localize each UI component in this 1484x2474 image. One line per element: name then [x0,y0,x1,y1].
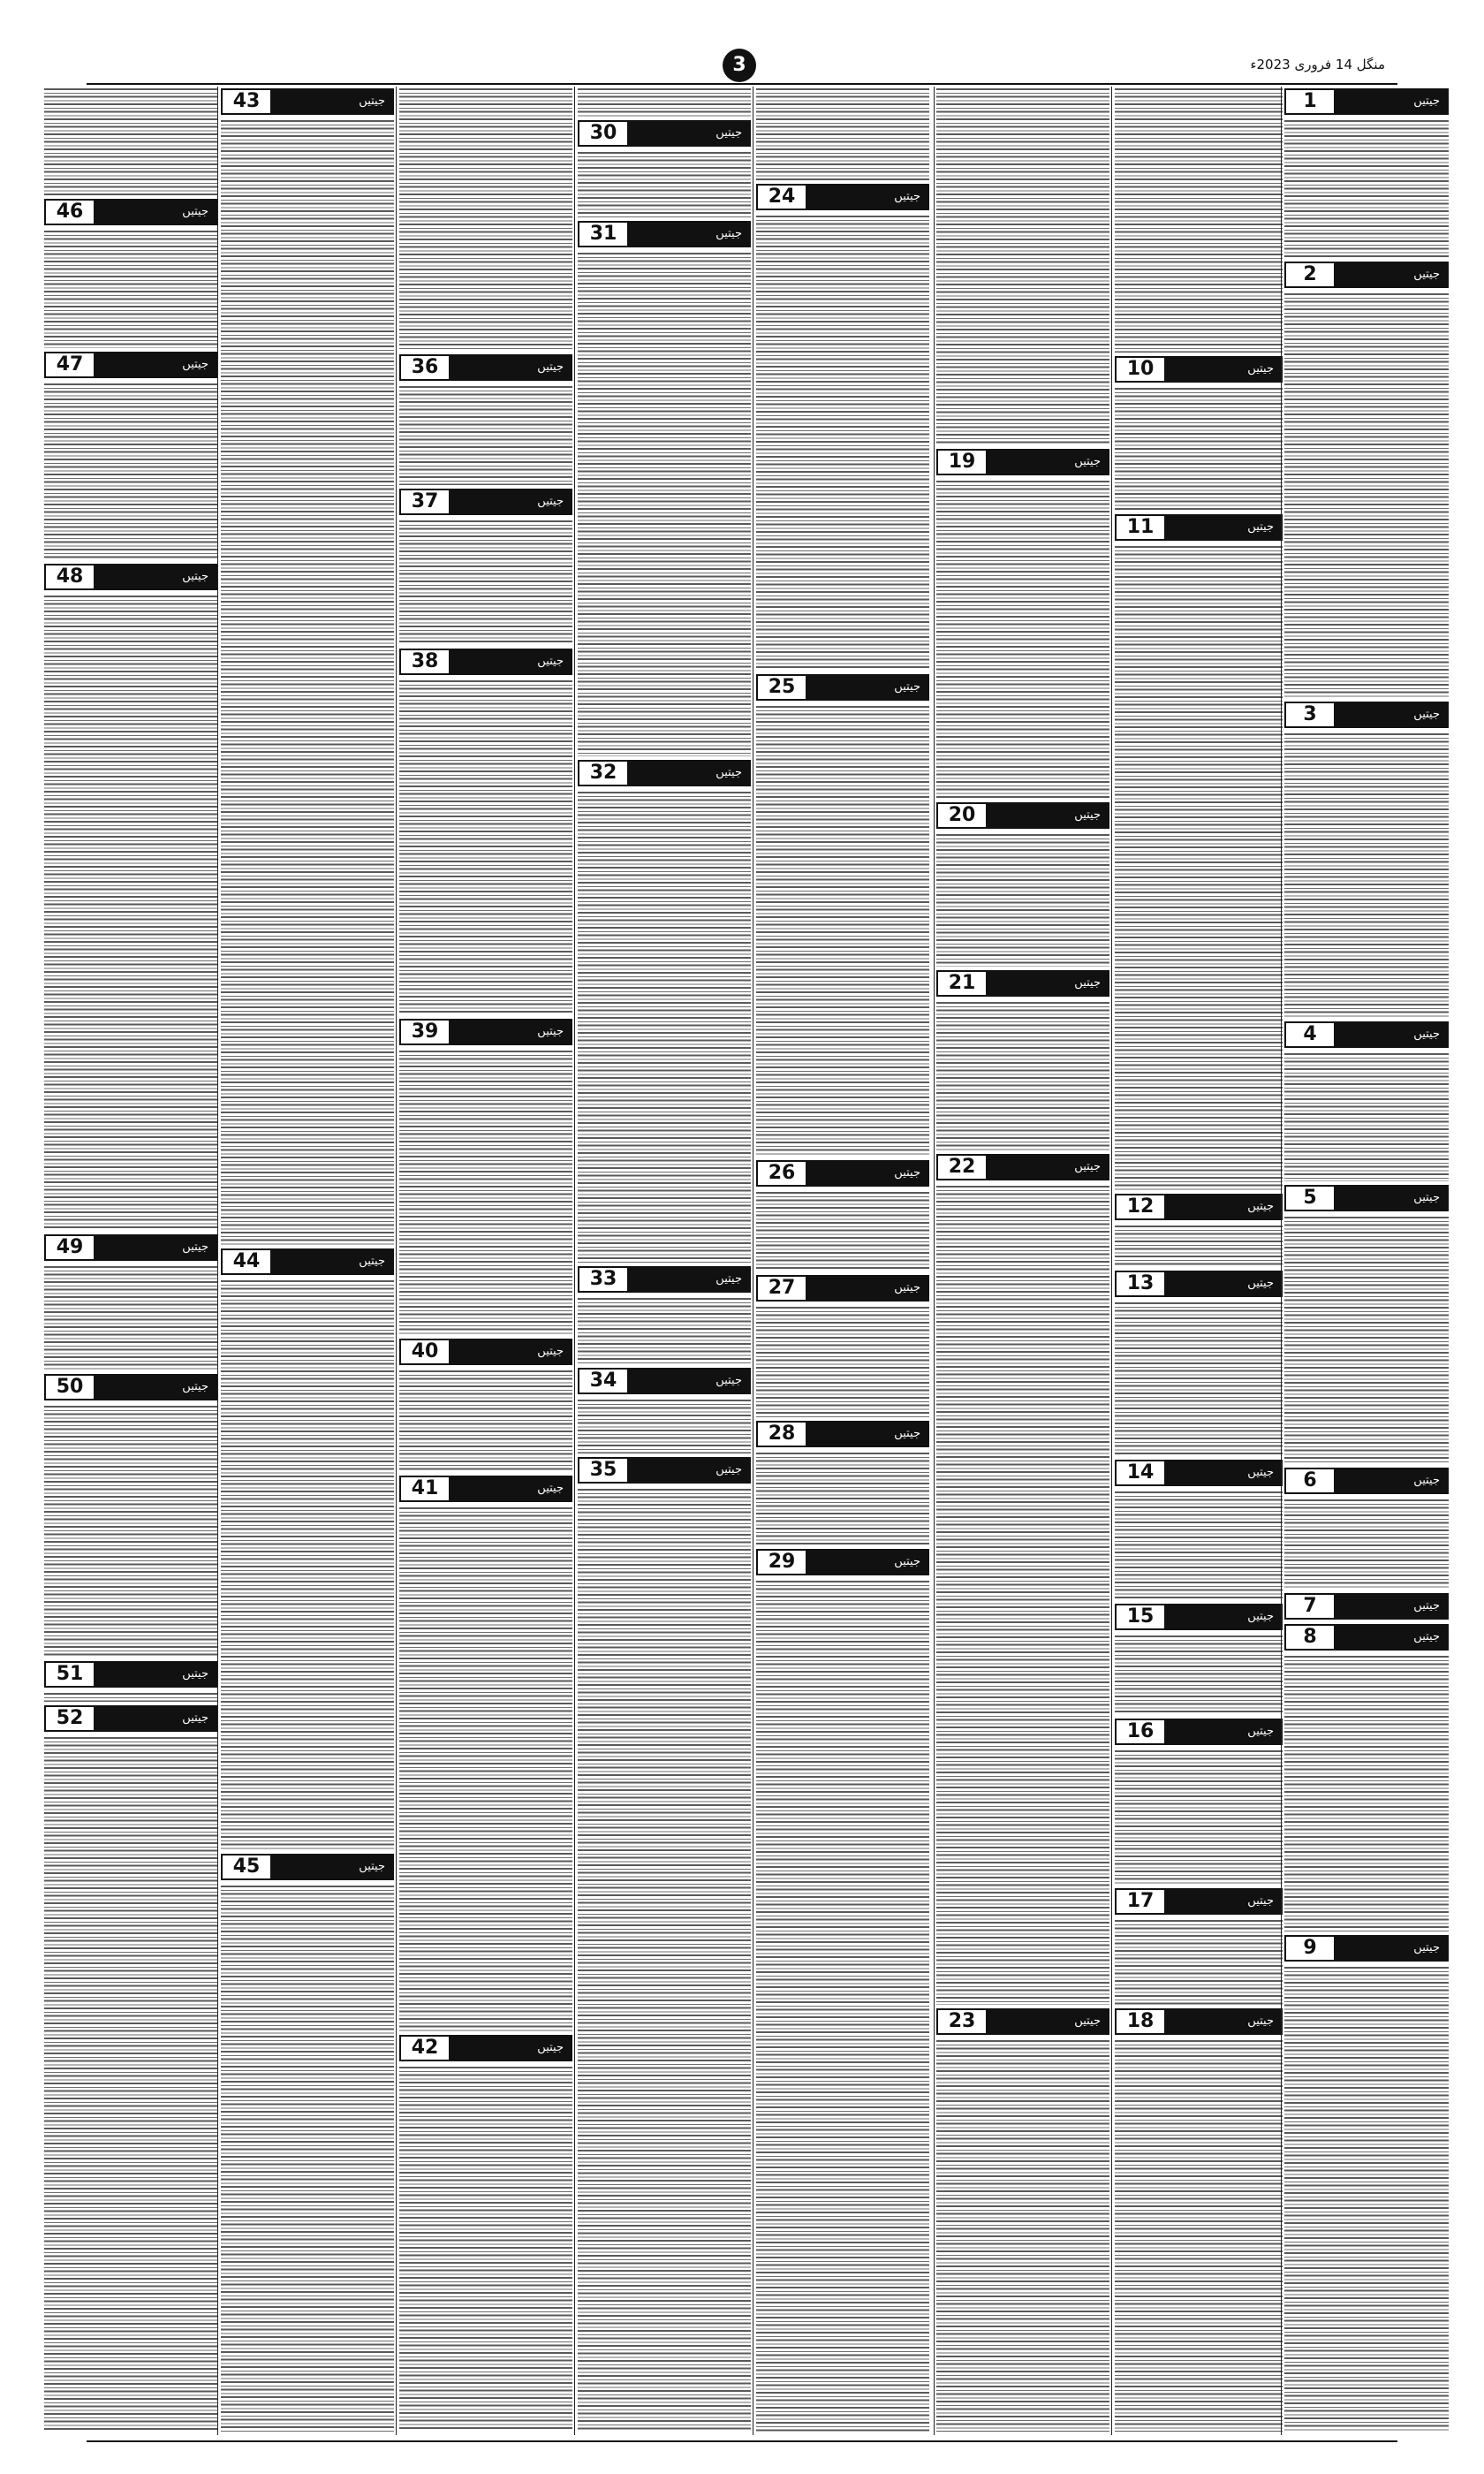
ad-text-lines [1115,1491,1283,1600]
classified-ad [399,1339,572,1476]
column-separator [1281,87,1282,2435]
ad-text-lines [1115,1302,1283,1456]
ad-label: جیتیں [986,1156,1108,1179]
ad-header [1284,702,1449,728]
page-date: منگل 14 فروری 2023ء [1250,57,1385,72]
ad-number: 4 [1286,1023,1334,1046]
ad-number: 13 [1117,1272,1164,1295]
ad-text-lines [578,152,751,217]
text-lines [578,88,751,117]
ad-text-lines [756,1307,929,1417]
text-lines [399,88,572,351]
ad-text-lines [756,1581,929,2432]
classified-ad [1115,1719,1283,1888]
ad-header [1115,1460,1283,1486]
ad-header [578,120,751,147]
classified-ad [399,649,572,1019]
ad-header [1284,262,1449,288]
ad-number: 17 [1117,1890,1164,1913]
classified-ad [756,1549,929,2435]
ad-text-lines [44,231,217,348]
ad-label: جیتیں [1334,1023,1447,1046]
ad-text-lines [221,120,394,1245]
ad-header [756,1549,929,1575]
ad-label: جیتیں [1334,1595,1447,1618]
ad-label: جیتیں [986,2010,1108,2033]
ad-text-lines [399,1051,572,1335]
ad-number: 10 [1117,358,1164,381]
ad-number: 23 [938,2010,986,2033]
classified-ad [1115,514,1283,1194]
ad-label: جیتیں [986,804,1108,827]
ad-label: جیتیں [1334,263,1447,286]
ad-number: 51 [46,1663,94,1686]
ad-text-lines [1284,1217,1449,1464]
ad-text-lines [578,1489,751,2432]
ad-text-lines [221,1886,394,2432]
ad-header [756,1421,929,1447]
ad-number: 26 [758,1162,806,1185]
ad-number: 1 [1286,90,1334,113]
ad-header [578,1457,751,1484]
classified-ad [756,1275,929,1421]
ad-header [1115,1888,1283,1915]
ad-text-lines [399,1507,572,2031]
ad-text-lines [936,481,1109,799]
classified-ad [1115,1460,1283,1604]
classified-ad [756,1421,929,1549]
ad-header [399,354,572,381]
column-separator [396,87,397,2435]
ad-number: 44 [223,1250,270,1273]
text-lines [936,88,1109,445]
ad-header [221,88,394,115]
ad-text-lines [578,1400,751,1453]
classified-ad [221,1854,394,2435]
classified-column [756,87,929,2435]
ad-header [1284,1468,1449,1494]
ad-number: 9 [1286,1937,1334,1960]
ad-label: جیتیں [1164,1461,1281,1484]
ad-label: جیتیں [806,1277,928,1300]
ad-header [1284,1185,1449,1211]
ad-label: جیتیں [94,1376,216,1399]
classified-ad [1284,262,1449,702]
classified-column [44,87,217,2435]
ad-text-lines [756,1192,929,1271]
ad-number: 42 [401,2037,449,2060]
classified-ad [1115,1194,1283,1271]
ad-header [221,1854,394,1880]
ad-number: 15 [1117,1605,1164,1628]
ad-number: 31 [579,223,627,246]
classified-ad [1284,1624,1449,1935]
classified-ad [936,449,1109,802]
classified-ad [1115,1271,1283,1460]
classified-ad [1284,1021,1449,1185]
ad-header [1284,88,1449,115]
ad-header [578,221,751,247]
ad-header [44,1374,217,1400]
ad-label: جیتیں [1334,703,1447,726]
ad-text-lines [1284,1656,1449,1931]
ad-number: 11 [1117,516,1164,539]
ad-label: جیتیں [1334,1937,1447,1960]
classified-ad [756,1160,929,1275]
ad-text-lines [756,1453,929,1545]
continued-text-block [756,87,929,184]
ad-text-lines [1284,1053,1449,1181]
ad-number: 38 [401,650,449,673]
ad-label: جیتیں [94,1663,216,1686]
ad-label: جیتیں [1164,1605,1281,1628]
ad-label: جیتیں [627,1459,749,1482]
classified-ad [399,2035,572,2435]
ad-text-lines [399,520,572,645]
ad-text-lines [399,386,572,485]
ad-header [936,970,1109,997]
ad-number: 22 [938,1156,986,1179]
ad-text-lines [1115,1750,1283,1885]
ad-header [221,1248,394,1275]
ad-text-lines [1284,293,1449,698]
classified-ad [1284,1935,1449,2435]
ad-label: جیتیں [449,650,571,673]
column-separator [217,87,218,2435]
continued-text-block [936,87,1109,449]
classified-ad [399,1019,572,1339]
classified-ad [399,1476,572,2035]
ad-header [1284,1021,1449,1048]
classified-ad [1284,1468,1449,1593]
ad-header [1284,1935,1449,1962]
ad-label: جیتیں [94,1707,216,1730]
ad-text-lines [1284,1967,1449,2432]
classified-ad [44,1705,217,2435]
classified-ad [1284,88,1449,262]
classified-ad [936,2008,1109,2435]
classified-ad [44,564,217,1234]
classified-ad [578,1266,751,1368]
ad-text-lines [44,1737,217,2432]
classified-ad [399,354,572,489]
ad-header [936,2008,1109,2035]
ad-header [936,802,1109,829]
ad-label: جیتیں [94,565,216,588]
ad-text-lines [1284,120,1449,258]
ad-label: جیتیں [94,1236,216,1259]
ad-label: جیتیں [806,1423,928,1446]
ad-label: جیتیں [270,90,392,113]
ad-number: 16 [1117,1720,1164,1743]
ad-number: 48 [46,565,94,588]
ad-number: 3 [1286,703,1334,726]
ad-label: جیتیں [1334,1626,1447,1649]
classified-column [936,87,1109,2435]
ad-header [399,489,572,515]
ad-text-lines [399,1370,572,1472]
ad-text-lines [578,792,751,1263]
ad-label: جیتیں [449,490,571,513]
ad-label: جیتیں [1334,1187,1447,1210]
ad-header [1115,1194,1283,1220]
classified-ad [1115,356,1283,514]
ad-label: جیتیں [270,1250,392,1273]
ad-header [399,1339,572,1365]
ad-number: 49 [46,1236,94,1259]
classified-ad [756,184,929,674]
classified-ad [936,1154,1109,2008]
classified-ad [1284,1185,1449,1468]
ad-label: جیتیں [449,2037,571,2060]
text-lines [756,88,929,180]
ad-header [756,1275,929,1302]
classified-column [221,87,394,2435]
text-lines [1115,88,1283,353]
ad-header [1115,1604,1283,1630]
classified-ad [578,221,751,760]
ad-label: جیتیں [1164,2010,1281,2033]
ad-label: جیتیں [1334,90,1447,113]
ad-label: جیتیں [806,1551,928,1574]
ad-label: جیتیں [806,1162,928,1185]
classified-ad [936,970,1109,1154]
ad-number: 35 [579,1459,627,1482]
ad-number: 50 [46,1376,94,1399]
ad-number: 43 [223,90,270,113]
ad-label: جیتیں [449,1021,571,1043]
classified-ad [44,352,217,564]
ad-number: 18 [1117,2010,1164,2033]
classified-ad [399,489,572,649]
ad-label: جیتیں [627,1370,749,1393]
ad-number: 36 [401,356,449,379]
ad-text-lines [1284,733,1449,1018]
text-lines [44,88,217,195]
ad-header [936,1154,1109,1180]
ad-header [44,1705,217,1732]
ad-text-lines [44,596,217,1231]
ad-number: 8 [1286,1626,1334,1649]
ad-text-lines [44,1266,217,1370]
continued-text-block [399,87,572,354]
ad-text-lines [1115,388,1283,511]
ad-number: 21 [938,972,986,995]
ad-number: 33 [579,1268,627,1291]
ad-header [936,449,1109,475]
classified-ad [1115,1888,1283,2008]
ad-text-lines [936,1002,1109,1150]
classified-column [578,87,751,2435]
ad-number: 20 [938,804,986,827]
ad-text-lines [1115,2040,1283,2432]
ad-number: 32 [579,762,627,785]
ad-text-lines [1115,1920,1283,2005]
ad-header [399,2035,572,2061]
ad-header [756,184,929,210]
ad-label: جیتیں [1164,1195,1281,1218]
ad-label: جیتیں [1164,1720,1281,1743]
ad-header [756,674,929,701]
footer-rule [87,2440,1397,2442]
ad-number: 6 [1286,1469,1334,1492]
ad-text-lines [399,2067,572,2432]
ad-label: جیتیں [627,223,749,246]
ad-header [1284,1624,1449,1651]
ad-header [1115,514,1283,541]
ad-number: 19 [938,451,986,474]
ad-number: 41 [401,1477,449,1500]
ad-number: 7 [1286,1595,1334,1618]
classified-ad [44,1234,217,1374]
classified-ad [578,1368,751,1457]
ad-text-lines [756,216,929,671]
ad-number: 28 [758,1423,806,1446]
ad-header [1115,1719,1283,1745]
ad-text-lines [399,680,572,1015]
ad-label: جیتیں [94,353,216,376]
ad-number: 14 [1117,1461,1164,1484]
ad-header [1115,1271,1283,1297]
ad-label: جیتیں [449,1477,571,1500]
classified-ad [221,88,394,1248]
ad-number: 29 [758,1551,806,1574]
ad-label: جیتیں [986,451,1108,474]
ad-text-lines [1115,546,1283,1190]
ad-header [44,199,217,225]
classified-ad [44,199,217,352]
classified-ad [578,1457,751,2435]
ad-header [399,649,572,675]
continued-text-block [578,87,751,120]
ad-number: 5 [1286,1187,1334,1210]
ad-number: 39 [401,1021,449,1043]
ad-label: جیتیں [806,186,928,209]
ad-text-lines [44,1406,217,1658]
ad-label: جیتیں [627,762,749,785]
ad-text-lines [936,1186,1109,2005]
ad-number: 40 [401,1340,449,1363]
ad-label: جیتیں [1164,1272,1281,1295]
ad-number: 47 [46,353,94,376]
classified-ad [1284,1593,1449,1624]
ad-number: 52 [46,1707,94,1730]
ad-label: جیتیں [1334,1469,1447,1492]
classified-column [399,87,572,2435]
column-separator [574,87,575,2435]
ad-header [44,1234,217,1261]
classified-ad [44,1374,217,1661]
page-number-badge: 3 [723,49,756,82]
ad-label: جیتیں [986,972,1108,995]
ad-header [1284,1593,1449,1620]
continued-text-block [1115,87,1283,356]
ad-label: جیتیں [449,356,571,379]
ad-header [578,760,751,786]
ad-number: 2 [1286,263,1334,286]
classified-ad [578,760,751,1266]
ad-text-lines [578,253,751,756]
header-rule [87,83,1397,85]
ad-number: 37 [401,490,449,513]
ad-number: 34 [579,1370,627,1393]
ad-label: جیتیں [449,1340,571,1363]
column-separator [934,87,935,2435]
classified-ad [44,1661,217,1705]
ad-text-lines [936,2040,1109,2432]
ad-header [44,352,217,378]
ad-text-lines [44,1693,217,1702]
classified-ad [1115,2008,1283,2435]
ad-number: 25 [758,676,806,699]
continued-text-block [44,87,217,199]
classified-ad [578,120,751,221]
ad-number: 24 [758,186,806,209]
ad-text-lines [221,1280,394,1850]
ad-label: جیتیں [627,1268,749,1291]
column-separator [1111,87,1112,2435]
ad-text-lines [1115,1635,1283,1715]
classified-ad [756,674,929,1160]
classified-ad [936,802,1109,970]
ad-label: جیتیں [1164,1890,1281,1913]
classified-column [1284,87,1449,2435]
classified-ad [221,1248,394,1854]
ad-label: جیتیں [806,676,928,699]
classified-ad [1284,702,1449,1021]
ad-text-lines [1115,1226,1283,1267]
ad-number: 46 [46,201,94,224]
ad-header [44,564,217,590]
ad-header [44,1661,217,1688]
ad-number: 45 [223,1856,270,1878]
ad-header [1115,356,1283,383]
ad-label: جیتیں [627,122,749,145]
classified-ad [1115,1604,1283,1719]
ad-header [399,1019,572,1045]
ad-number: 27 [758,1277,806,1300]
ad-header [756,1160,929,1187]
ad-number: 12 [1117,1195,1164,1218]
ad-text-lines [44,383,217,560]
ad-text-lines [578,1298,751,1364]
ad-header [399,1476,572,1502]
ad-number: 30 [579,122,627,145]
ad-label: جیتیں [270,1856,392,1878]
ad-label: جیتیں [1164,516,1281,539]
ad-text-lines [1284,1499,1449,1590]
ad-label: جیتیں [1164,358,1281,381]
ad-header [578,1266,751,1293]
ad-label: جیتیں [94,201,216,224]
ad-header [578,1368,751,1394]
classified-column [1115,87,1283,2435]
ad-header [1115,2008,1283,2035]
ad-text-lines [756,706,929,1157]
ad-text-lines [936,834,1109,967]
